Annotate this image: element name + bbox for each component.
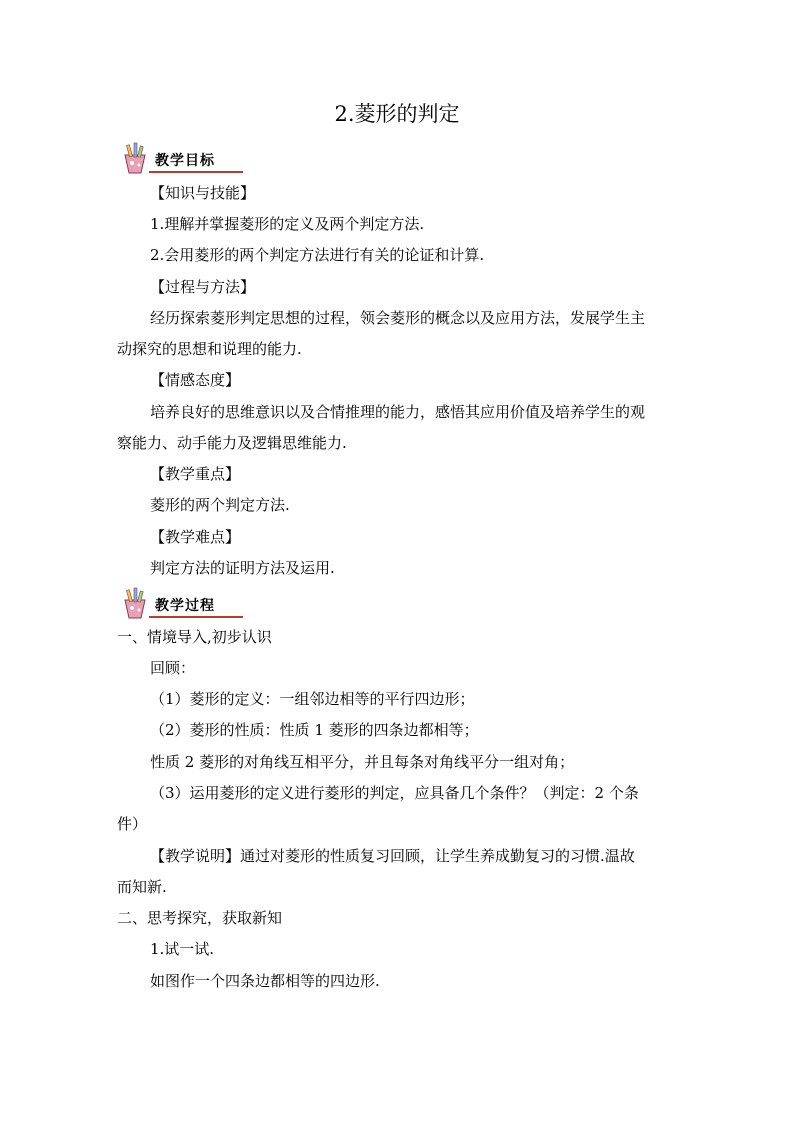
section-banner-process (117, 586, 243, 622)
text-line: 察能力、动手能力及逻辑思维能力. (117, 434, 347, 452)
pencil-cup-icon (117, 586, 153, 622)
text-line: 培养良好的思维意识以及合情推理的能力，感悟其应用价值及培养学生的观 (150, 403, 646, 421)
section-banner-objectives (117, 141, 243, 177)
text-line: 【过程与方法】 (150, 278, 256, 296)
text-line: 【教学重点】 (150, 465, 241, 483)
section-label-objectives: 教学目标 (155, 153, 215, 169)
text-line: 【情感态度】 (150, 371, 241, 389)
pencil-cup-icon (117, 141, 153, 177)
text-line: 1.理解并掌握菱形的定义及两个判定方法. (150, 215, 425, 233)
text-line: 一、情境导入,初步认识 (117, 628, 272, 646)
text-line: 性质 2 菱形的对角线互相平分，并且每条对角线平分一组对角； (150, 753, 575, 771)
text-line: （1）菱形的定义：一组邻边相等的平行四边形； (150, 690, 475, 708)
text-line: 经历探索菱形判定思想的过程，领会菱形的概念以及应用方法，发展学生主 (150, 309, 646, 327)
text-line: 【知识与技能】 (150, 184, 256, 202)
text-line: 【教学说明】通过对菱形的性质复习回顾，让学生养成勤复习的习惯.温故 (150, 847, 635, 865)
text-line: 如图作一个四条边都相等的四边形. (150, 972, 380, 990)
section-underline (149, 171, 243, 173)
text-line: 2.会用菱形的两个判定方法进行有关的论证和计算. (150, 246, 485, 264)
text-line: 1.试一试. (150, 940, 215, 958)
page-title: 2.菱形的判定 (334, 102, 460, 126)
text-line: 回顾： (150, 659, 196, 677)
text-line: 件） (117, 815, 148, 833)
text-line: （3）运用菱形的定义进行菱形的判定，应具备几个条件？（判定：2 个条 (150, 784, 639, 802)
section-underline (149, 616, 243, 618)
text-line: 动探究的思想和说理的能力. (117, 340, 302, 358)
text-line: 而知新. (117, 878, 167, 896)
text-line: 菱形的两个判定方法. (150, 496, 290, 514)
text-line: 【教学难点】 (150, 528, 241, 546)
text-line: 判定方法的证明方法及运用. (150, 559, 335, 577)
text-line: 二、思考探究，获取新知 (117, 909, 283, 927)
section-label-process: 教学过程 (155, 598, 215, 614)
text-line: （2）菱形的性质：性质 1 菱形的四条边都相等； (150, 721, 479, 739)
